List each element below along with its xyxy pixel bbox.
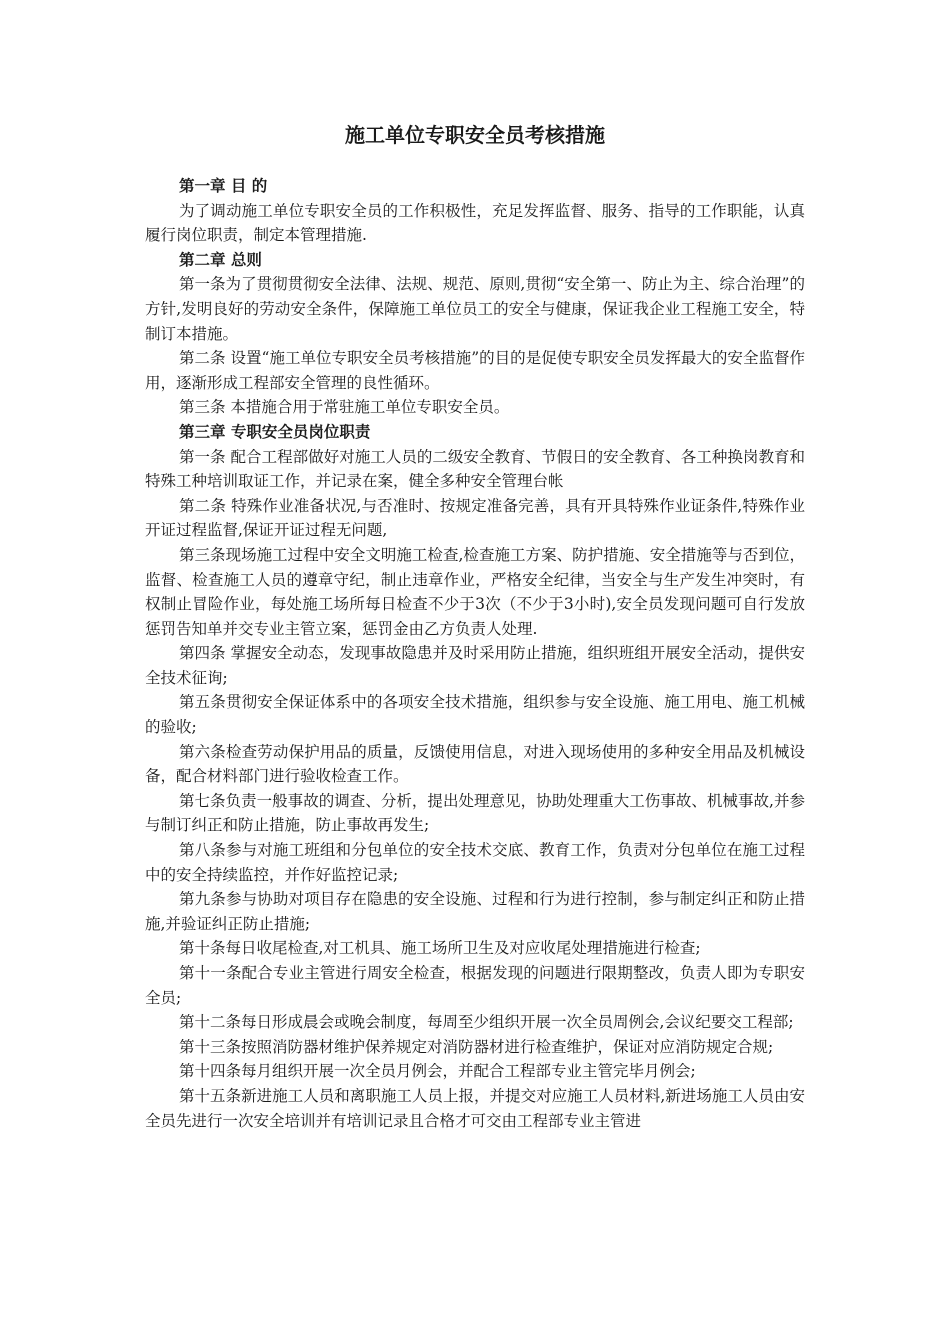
chapter-1-paragraph: 为了调动施工单位专职安全员的工作积极性，充足发挥监督、服务、指导的工作职能，认真履行岗位职责，制定本管理措施.	[145, 201, 805, 245]
chapter-3-article-7: 第七条负责一般事故的调查、分析，提出处理意见，协助处理重大工伤事故、机械事故,并参与制订纠正和防止措施，防止事故再发生;	[145, 791, 805, 835]
chapter-1-heading: 第一章 目 的	[179, 177, 268, 195]
chapter-3-article-4: 第四条 掌握安全动态，发现事故隐患并及时采用防止措施，组织班组开展安全活动，提供安全技术征询;	[145, 644, 805, 687]
chapter-3-article-2: 第二条 特殊作业准备状况,与否准时、按规定准备完善，具有开具特殊作业证条件,特殊作业开证过程监督,保证开证过程无问题,	[145, 496, 805, 540]
chapter-3-article-6: 第六条检查劳动保护用品的质量，反馈使用信息，对进入现场使用的多种安全用品及机械设备，配合材料部门进行验收检查工作。	[145, 742, 805, 786]
chapter-2-article-2: 第二条 设置“施工单位专职安全员考核措施”的目的是促使专职安全员发挥最大的安全监督作用，逐渐形成工程部安全管理的良性循环。	[145, 349, 805, 392]
chapter-2-article-3: 第三条 本措施合用于常驻施工单位专职安全员。	[179, 398, 510, 417]
document-title: 施工单位专职安全员考核措施	[345, 123, 605, 147]
chapter-2-heading: 第二章 总则	[179, 250, 262, 269]
chapter-3-article-3: 第三条现场施工过程中安全文明施工检查,检查施工方案、防护措施、安全措施等与否到位，监督、检查施工人员的遵章守纪，制止违章作业，严格安全纪律，当安全与生产发生冲突时，有权制止冒险作业，每处施工场所每日检查不少于3次（不少于3小时),安全员发现问题可自行发放惩罚告知单并交专业主管立案，惩罚金由乙方负责人处理.	[145, 545, 805, 638]
chapter-3-article-8: 第八条参与对施工班组和分包单位的安全技术交底、教育工作，负责对分包单位在施工过程中的安全持续监控，并作好监控记录;	[145, 841, 805, 884]
chapter-3-article-15: 第十五条新进施工人员和离职施工人员上报，并提交对应施工人员材料,新进场施工人员由安全员先进行一次安全培训并有培训记录且合格才可交由工程部专业主管进	[145, 1086, 805, 1130]
chapter-3-article-1: 第一条 配合工程部做好对施工人员的二级安全教育、节假日的安全教育、各工种换岗教育和特殊工种培训取证工作，并记录在案，健全多种安全管理台帐	[145, 447, 805, 491]
chapter-3-article-12: 第十二条每日形成晨会或晚会制度，每周至少组织开展一次全员周例会,会议纪要交工程部;	[179, 1013, 794, 1032]
document-page	[145, 120, 805, 1133]
chapter-3-heading: 第三章 专职安全员岗位职责	[179, 422, 371, 441]
chapter-3-article-10: 第十条每日收尾检查,对工机具、施工场所卫生及对应收尾处理措施进行检查;	[179, 939, 701, 958]
chapter-3-article-9: 第九条参与协助对项目存在隐患的安全设施、过程和行为进行控制，参与制定纠正和防止措施,并验证纠正防止措施;	[145, 890, 805, 933]
chapter-3-article-11: 第十一条配合专业主管进行周安全检查，根据发现的问题进行限期整改，负责人即为专职安全员;	[145, 964, 805, 1007]
chapter-3-article-5: 第五条贯彻安全保证体系中的各项安全技术措施，组织参与安全设施、施工用电、施工机械的验收;	[145, 693, 805, 737]
chapter-3-article-13: 第十三条按照消防器材维护保养规定对消防器材进行检查维护，保证对应消防规定合规;	[179, 1037, 774, 1056]
chapter-3-article-14: 第十四条每月组织开展一次全员月例会，并配合工程部专业主管完毕月例会;	[179, 1062, 696, 1081]
chapter-2-article-1: 第一条为了贯彻贯彻安全法律、法规、规范、原则,贯彻“安全第一、防止为主、综合治理”的方针,发明良好的劳动安全条件，保障施工单位员工的安全与健康，保证我企业工程施工安全，特制订本措施。	[145, 275, 805, 343]
